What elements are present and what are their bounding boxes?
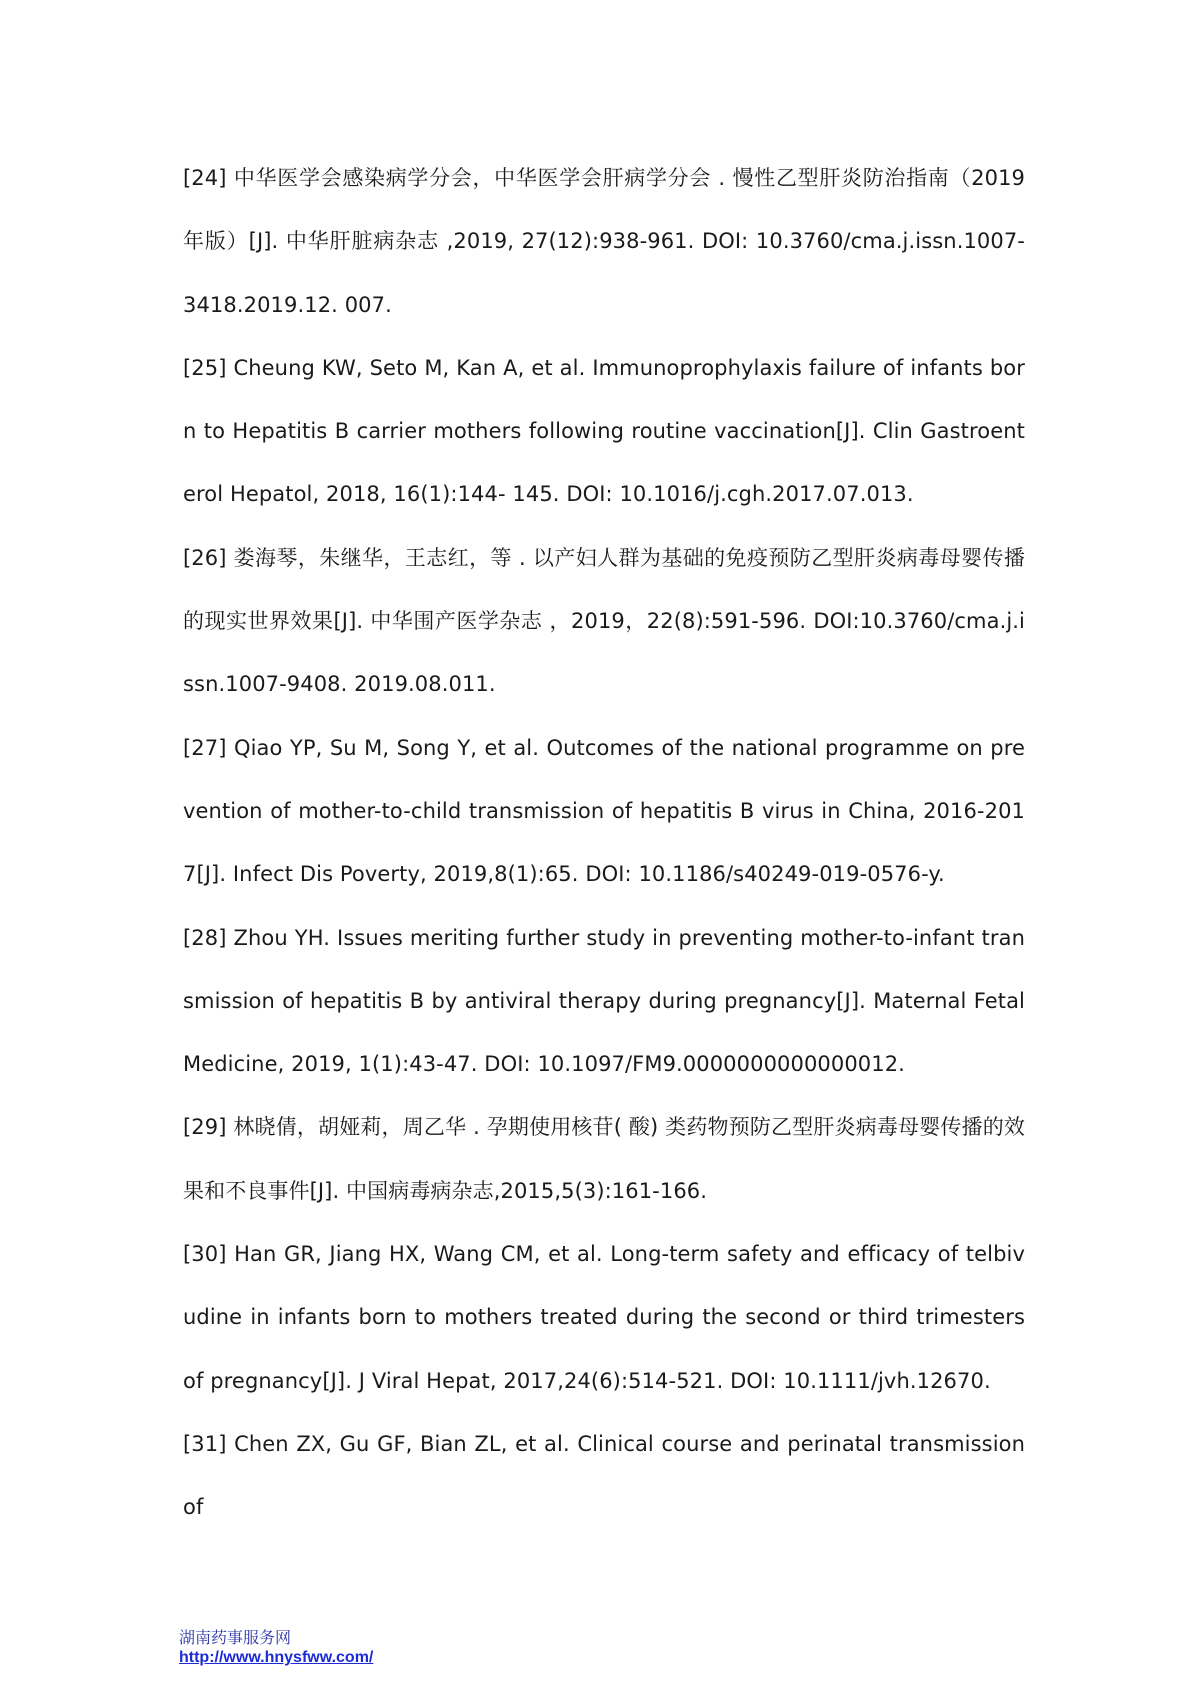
reference-25: [25] Cheung KW, Seto M, Kan A, et al. Immunoprophylaxis failure of infants born to Hepatitis B carrier mothers following routine vaccination[J]. Clin Gastroenterol Hepatol, 2018, 16(1):144- 145. DOI: 10.1016/j.cgh.2017.07.013.	[183, 355, 1025, 507]
footer-site-name: 湖南药事服务网	[179, 1628, 292, 1647]
reference-28: [28] Zhou YH. Issues meriting further study in preventing mother-to-infant transmission of hepatitis B by antiviral therapy during pregnancy[J]. Maternal Fetal Medicine, 2019, 1(1):43-47. DOI: 10.1097/FM9.0000000000000012.	[183, 925, 1025, 1077]
reference-29: [29] 林晓倩，胡娅莉，周乙华 . 孕期使用核苷( 酸) 类药物预防乙型肝炎病毒母婴传播的效果和不良事件[J]. 中国病毒病杂志,2015,5(3):161-166.	[183, 1115, 1025, 1203]
reference-24: [24] 中华医学会感染病学分会，中华医学会肝病学分会 . 慢性乙型肝炎防治指南（2019 年版）[J]. 中华肝脏病杂志 ,2019, 27(12):938-961. DOI: 10.3760/cma.j.issn.1007-3418.2019.12. 007.	[183, 166, 1025, 317]
reference-30: [30] Han GR, Jiang HX, Wang CM, et al. Long-term safety and efficacy of telbivudine in infants born to mothers treated during the second or third trimesters of pregnancy[J]. J Viral Hepat, 2017,24(6):514-521. DOI: 10.1111/jvh.12670.	[183, 1242, 1025, 1393]
reference-31: [31] Chen ZX, Gu GF, Bian ZL, et al. Clinical course and perinatal transmission of	[183, 1431, 1025, 1520]
page-footer	[179, 1628, 373, 1668]
reference-list	[183, 147, 1025, 1540]
footer-url-link[interactable]: http://www.hnysfww.com/	[179, 1649, 374, 1666]
reference-27: [27] Qiao YP, Su M, Song Y, et al. Outcomes of the national programme on prevention of mother-to-child transmission of hepatitis B virus in China, 2016-2017[J]. Infect Dis Poverty, 2019,8(1):65. DOI: 10.1186/s40249-019-0576-y.	[183, 735, 1025, 887]
reference-26: [26] 娄海琴，朱继华，王志红，等 . 以产妇人群为基础的免疫预防乙型肝炎病毒母婴传播的现实世界效果[J]. 中华围产医学杂志 ，2019，22(8):591-596. DOI:10.3760/cma.j.issn.1007-9408. 2019.08.011.	[183, 545, 1025, 697]
